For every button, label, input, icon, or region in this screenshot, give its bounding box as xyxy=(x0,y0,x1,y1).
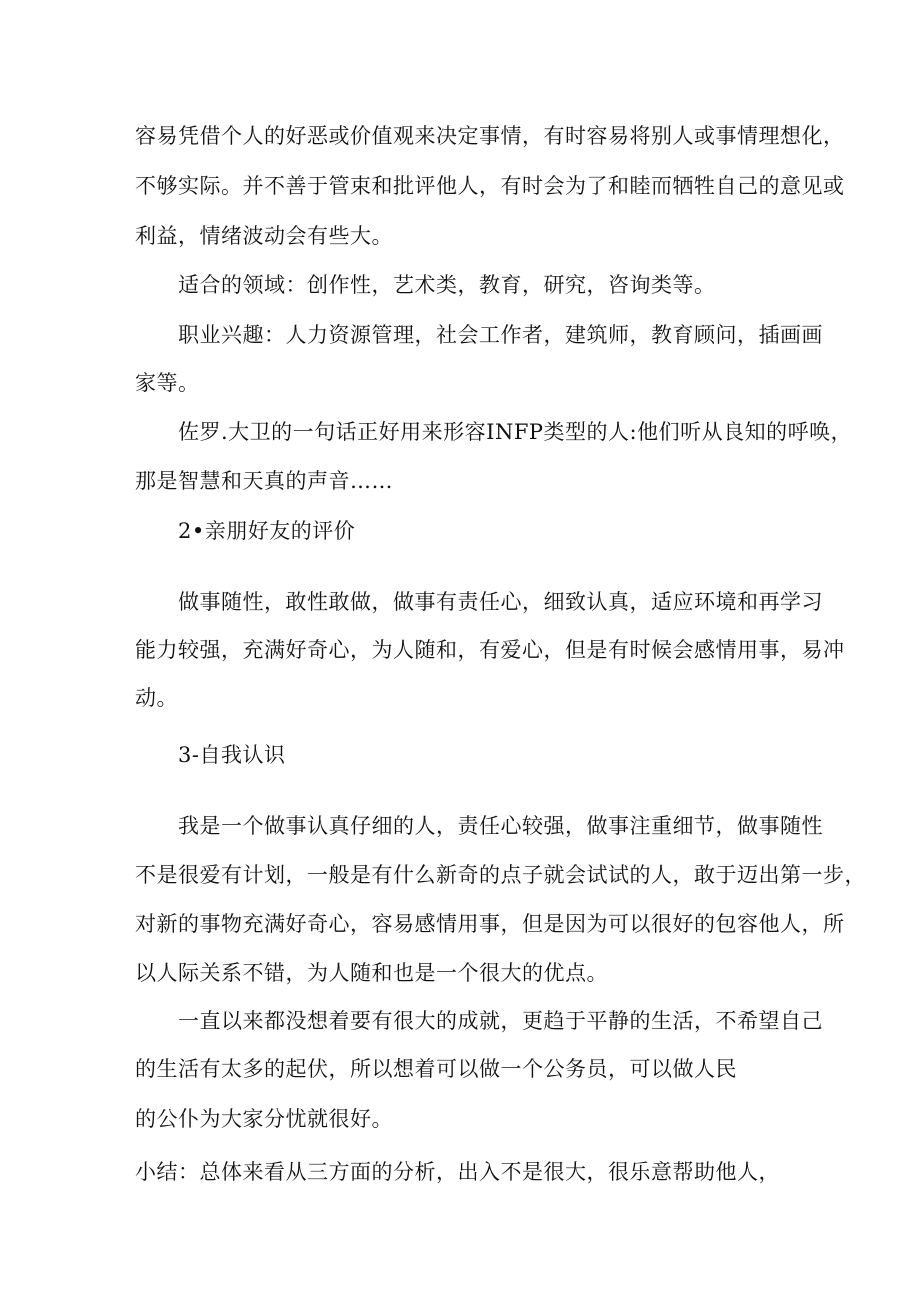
text-line: 动。 xyxy=(135,686,178,710)
text-line: 做事随性，敢性敢做，做事有责任心，细致认真，适应环境和再学习 xyxy=(178,590,823,614)
text-line: 不是很爱有计划，一般是有什么新奇的点子就会试试的人，敢于迈出第一步， xyxy=(135,863,866,887)
section-heading-friends: 2•亲朋好友的评价 xyxy=(178,519,356,543)
text-line: 一直以来都没想着要有很大的成就，更趋于平静的生活，不希望自己 xyxy=(178,1009,823,1033)
text-line: 不够实际。并不善于管束和批评他人，有时会为了和睦而牺牲自己的意见或 xyxy=(135,174,845,198)
text-line: 小结：总体来看从三方面的分析，出入不是很大，很乐意帮助他人， xyxy=(135,1160,780,1184)
text-line: 对新的事物充满好奇心，容易感情用事，但是因为可以很好的包容他人，所 xyxy=(135,912,845,936)
section-heading-self: 3-自我认识 xyxy=(178,743,286,767)
text-line: 佐罗.大卫的一句话正好用来形容INFP类型的人:他们听从良知的呼唤， xyxy=(178,420,853,444)
text-line: 家等。 xyxy=(135,371,200,395)
text-line: 容易凭借个人的好恶或价值观来决定事情，有时容易将别人或事情理想化， xyxy=(135,124,845,148)
text-line: 适合的领域：创作性，艺术类，教育，研究，咨询类等。 xyxy=(178,273,716,297)
text-line: 以人际关系不错，为人随和也是一个很大的优点。 xyxy=(135,961,608,985)
text-line: 利益，情绪波动会有些大。 xyxy=(135,224,393,248)
text-line: 的公仆为大家分忧就很好。 xyxy=(135,1107,393,1131)
text-line: 那是智慧和天真的声音…… xyxy=(135,469,393,493)
text-line: 职业兴趣：人力资源管理，社会工作者，建筑师，教育顾问，插画画 xyxy=(178,323,823,347)
text-line: 我是一个做事认真仔细的人，责任心较强，做事注重细节，做事随性 xyxy=(178,814,823,838)
text-line: 的生活有太多的起伏，所以想着可以做一个公务员，可以做人民 xyxy=(135,1057,737,1081)
text-line: 能力较强，充满好奇心，为人随和，有爱心，但是有时候会感情用事，易冲 xyxy=(135,638,845,662)
